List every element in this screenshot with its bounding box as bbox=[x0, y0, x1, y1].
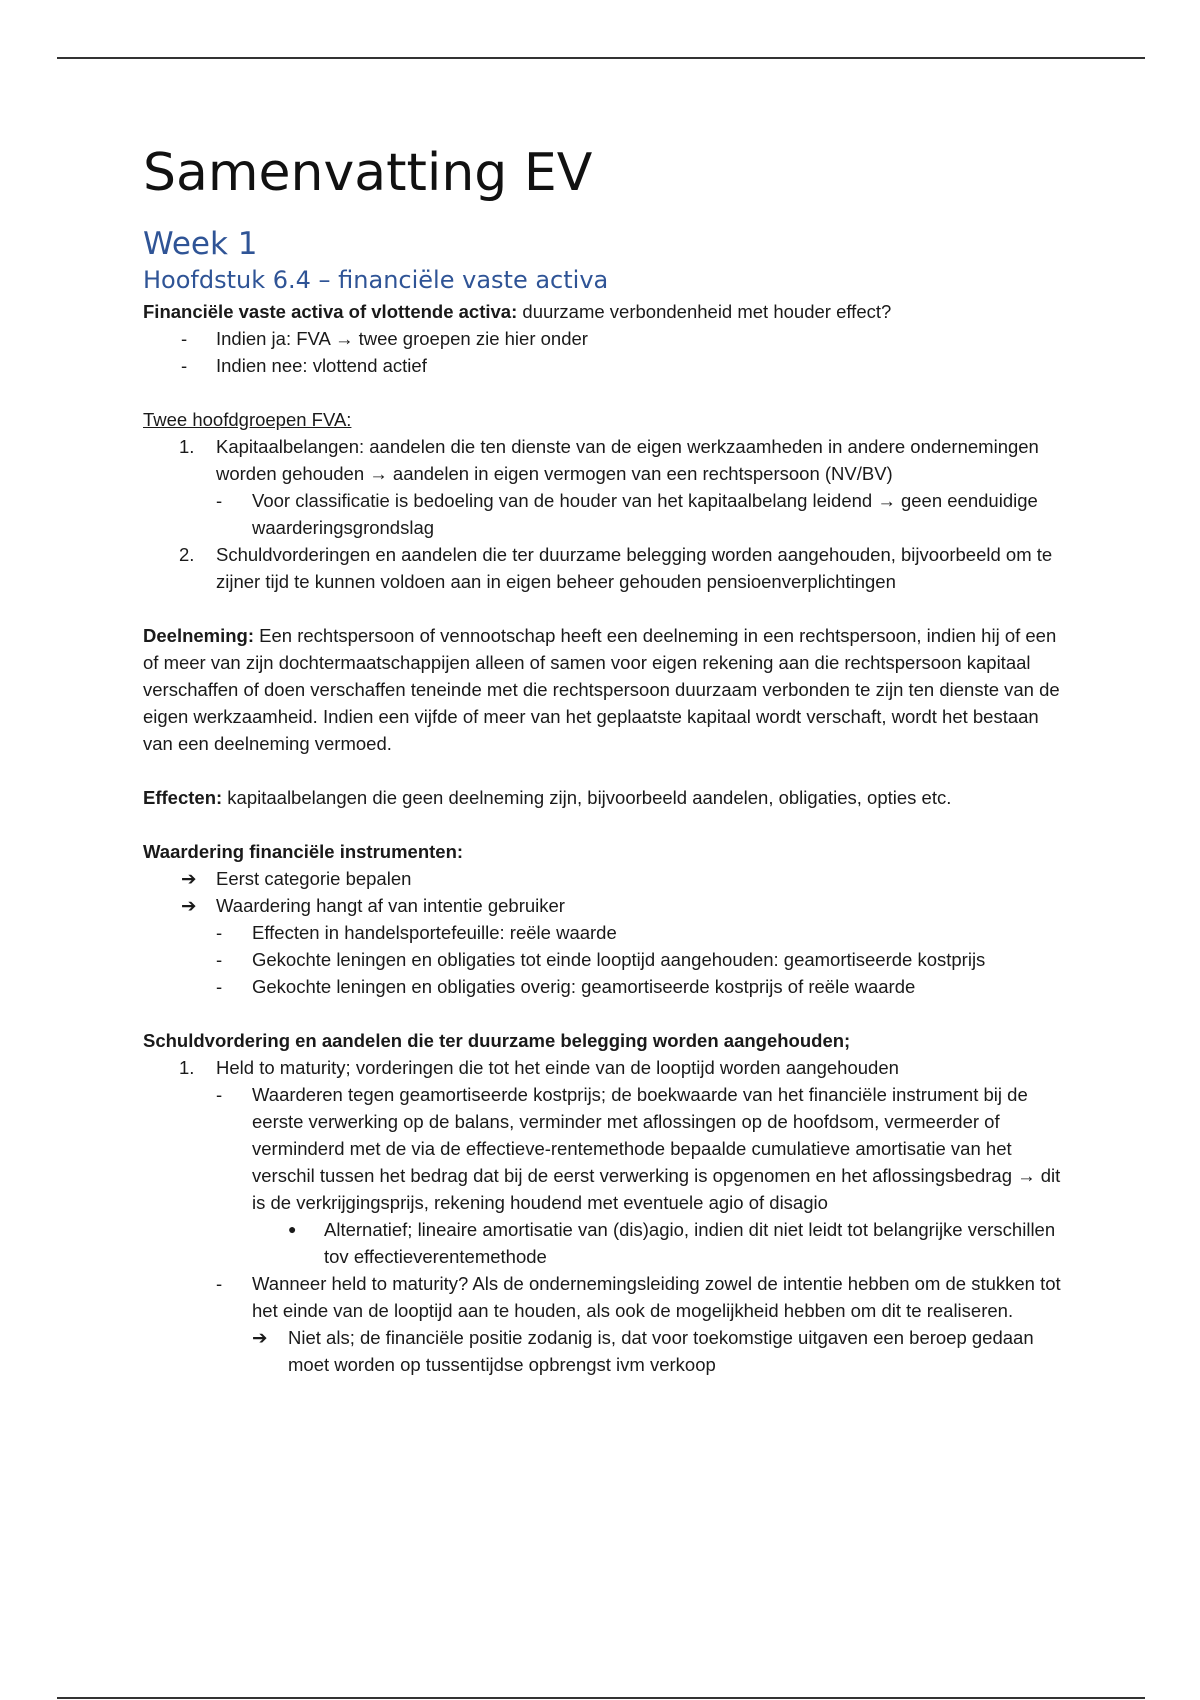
list-item: - Indien ja: FVA → twee groepen zie hier onder bbox=[143, 325, 1063, 352]
list-item: - Voor classificatie is bedoeling van de houder van het kapitaalbelang leidend → geen eenduidige waarderingsgrondslag bbox=[143, 487, 1063, 541]
effecten-label: Effecten: bbox=[143, 787, 223, 808]
bullet-item: ● Alternatief; lineaire amortisatie van (dis)agio, indien dit niet leidt tot belangrijke verschillen tov effectieverentemethode bbox=[143, 1216, 1063, 1270]
dash-marker: - bbox=[216, 922, 223, 943]
schuldvordering-heading: Schuldvordering en aandelen die ter duurzame belegging worden aangehouden; bbox=[143, 1030, 851, 1051]
list-item: - Effecten in handelsportefeuille: reële waarde bbox=[143, 919, 1063, 946]
fva-intro-text: duurzame verbondenheid met houder effect? bbox=[517, 301, 892, 322]
week-heading: Week 1 bbox=[143, 226, 258, 262]
dash-marker: - bbox=[216, 1273, 223, 1294]
footer-rule bbox=[57, 1697, 1145, 1699]
dash-marker: - bbox=[216, 949, 223, 970]
effecten-paragraph: Effecten: kapitaalbelangen die geen deelneming zijn, bijvoorbeeld aandelen, obligaties, opties etc. bbox=[143, 787, 952, 808]
dash-marker: - bbox=[216, 976, 223, 997]
deelneming-paragraph: Deelneming: Een rechtspersoon of vennootschap heeft een deelneming in een rechtspersoon, indien hij of een of meer van zijn dochtermaatschappijen alleen of samen voor eigen rekening aan die rechtspersoon kapitaal verschaffen of doen verschaffen teneinde met die rechtspersoon duurzaam verbonden te zijn ten dienste van de eigen werkzaamheid. Indien een vijfde of meer van het geplaatste kapitaal wordt verschaft, wordt het bestaan van een deelneming vermoed. bbox=[143, 625, 1060, 754]
bullet-icon: ● bbox=[288, 1221, 297, 1237]
document-title: Samenvatting EV bbox=[143, 143, 593, 203]
list-item: - Gekochte leningen en obligaties overig: geamortiseerde kostprijs of reële waarde bbox=[143, 973, 1063, 1000]
document-page bbox=[143, 140, 1063, 1378]
fva-intro-paragraph bbox=[143, 298, 1063, 325]
arrow-icon: ➔ bbox=[181, 868, 197, 889]
number-marker: 2. bbox=[179, 544, 195, 565]
dash-marker: - bbox=[181, 328, 188, 349]
chapter-heading: Hoofdstuk 6.4 – financiële vaste activa bbox=[143, 266, 609, 294]
arrow-item: ➔ Waardering hangt af van intentie gebruiker bbox=[143, 892, 1063, 919]
arrow-item: ➔ Eerst categorie bepalen bbox=[143, 865, 1063, 892]
arrow-icon: ➔ bbox=[181, 895, 197, 916]
deelneming-label: Deelneming: bbox=[143, 625, 255, 646]
number-marker: 1. bbox=[179, 1057, 195, 1078]
dash-marker: - bbox=[216, 490, 223, 511]
list-item: - Indien nee: vlottend actief bbox=[143, 352, 1063, 379]
dash-marker: - bbox=[216, 1084, 223, 1105]
hoofdgroepen-heading: Twee hoofdgroepen FVA: bbox=[143, 409, 352, 430]
header-rule bbox=[57, 57, 1145, 59]
numbered-item: 2. Schuldvorderingen en aandelen die ter duurzame belegging worden aangehouden, bijvoorbeeld om te zijner tijd te kunnen voldoen aan in eigen beheer gehouden pensioenverplichtingen bbox=[143, 541, 1063, 595]
waardering-heading: Waardering financiële instrumenten: bbox=[143, 841, 464, 862]
list-item: - Gekochte leningen en obligaties tot einde looptijd aangehouden: geamortiseerde kostprijs bbox=[143, 946, 1063, 973]
number-marker: 1. bbox=[179, 436, 195, 457]
dash-marker: - bbox=[181, 355, 188, 376]
arrow-icon: ➔ bbox=[252, 1327, 268, 1348]
list-item: - Wanneer held to maturity? Als de ondernemingsleiding zowel de intentie hebben om de stukken tot het einde van de looptijd aan te houden, als ook de mogelijkheid hebben om dit te realiseren. bbox=[143, 1270, 1063, 1324]
fva-intro-label: Financiële vaste activa of vlottende activa: bbox=[143, 301, 518, 322]
numbered-item: 1. Kapitaalbelangen: aandelen die ten dienste van de eigen werkzaamheden in andere ondernemingen worden gehouden → aandelen in eigen vermogen van een rechtspersoon (NV/BV) bbox=[143, 433, 1063, 487]
arrow-item: ➔ Niet als; de financiële positie zodanig is, dat voor toekomstige uitgaven een beroep gedaan moet worden op tussentijdse opbrengst ivm verkoop bbox=[143, 1324, 1063, 1378]
list-item: - Waarderen tegen geamortiseerde kostprijs; de boekwaarde van het financiële instrument bij de eerste verwerking op de balans, verminder met aflossingen op de hoofdsom, vermeerder of verminderd met de via de effectieve-rentemethode bepaalde cumulatieve amortisatie van het verschil tussen het bedrag dat bij de eerst verwerking is opgenomen en het aflossingsbedrag → dit is de verkrijgingsprijs, rekening houdend met eventuele agio of disagio bbox=[143, 1081, 1063, 1216]
numbered-item: 1. Held to maturity; vorderingen die tot het einde van de looptijd worden aangehouden bbox=[143, 1054, 1063, 1081]
